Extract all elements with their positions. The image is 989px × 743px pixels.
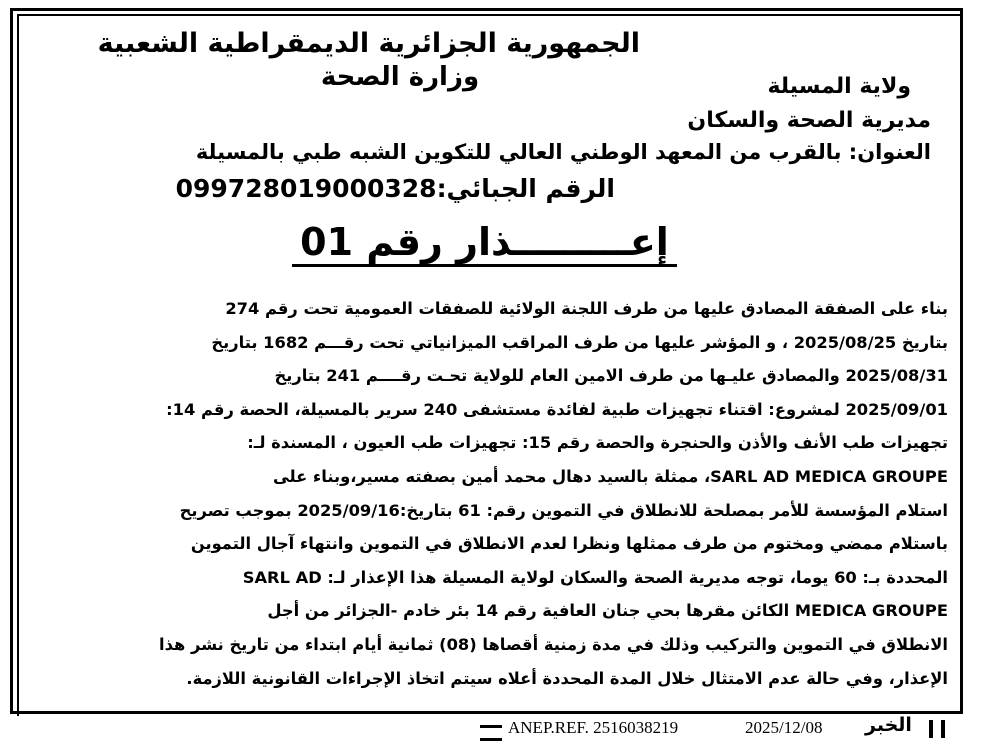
body-line: الانطلاق في التموين والتركيب وذلك في مدة زمنية أقصاها (08) ثمانية أيام ابتداء من تاريخ نشر هذا xyxy=(159,634,948,654)
notice-title: إعـــــــــذار رقم 01 xyxy=(292,220,677,267)
anep-reference: ANEP.REF. 2516038219 xyxy=(508,718,679,737)
footer-bars-icon xyxy=(929,720,945,738)
body-line: الإعذار، وفي حالة عدم الامتثال خلال المدة المحددة أعلاه سيتم اتخاذ الإجراءات القانونية اللازمة. xyxy=(186,668,948,688)
directorate-label: مديرية الصحة والسكان xyxy=(687,108,931,133)
tax-id-number: 099728019000328 xyxy=(175,174,437,203)
footer-double-rule xyxy=(480,725,502,741)
address-line: العنوان: بالقرب من المعهد الوطني العالي للتكوين الشبه طبي بالمسيلة xyxy=(195,140,931,164)
body-line: بناء على الصفقة المصادق عليها من طرف اللجنة الولائية للصفقات العمومية تحت رقم 274 xyxy=(225,299,948,318)
body-line: 2025/09/01 لمشروع: اقتناء تجهيزات طبية لفائدة مستشفى 240 سرير بالمسيلة، الحصة رقم 14: xyxy=(166,399,948,419)
body-line: تجهيزات طب الأنف والأذن والحنجرة والحصة رقم 15: تجهيزات طب العيون ، المسندة لـ: xyxy=(247,433,948,453)
body-line: MEDICA GROUPE الكائن مقرها بحي جنان العافية رقم 14 بئر خادم -الجزائر من أجل xyxy=(267,601,948,621)
footer xyxy=(480,716,950,742)
body-line: استلام المؤسسة للأمر بمصلحة للانطلاق في التموين رقم: 61 بتاريخ:2025/09/16 بموجب تصريح xyxy=(179,500,948,520)
wilaya-label: ولاية المسيلة xyxy=(767,74,911,99)
body-line: 2025/08/31 والمصادق عليـها من طرف الامين العام للولاية تحـت رقــــم 241 بتاريخ xyxy=(274,366,948,386)
tax-id-row xyxy=(155,174,615,203)
body-line: المحددة بـ: 60 يوما، توجه مديرية الصحة والسكان لولاية المسيلة هذا الإعذار لـ: SARL AD xyxy=(242,567,948,587)
body-line: بتاريخ 2025/08/25 ، و المؤشر عليها من طرف المراقب الميزانياتي تحت رقـــم 1682 بتاريخ xyxy=(211,332,948,352)
ministry-heading: وزارة الصحة xyxy=(320,62,480,92)
publication-date: 2025/12/08 xyxy=(745,718,823,737)
body-line: SARL AD MEDICA GROUPE، ممثلة بالسيد دهال محمد أمين بصفته مسير،وبناء على xyxy=(272,466,948,486)
republic-heading: الجمهورية الجزائرية الديمقراطية الشعبية xyxy=(97,28,640,59)
newspaper-logo: الخبر xyxy=(865,714,912,736)
body-line: باستلام ممضي ومختوم من طرف ممثلها ونظرا لعدم الانطلاق في التموين وانتهاء آجال التموين xyxy=(190,534,948,554)
notice-body xyxy=(68,292,948,695)
tax-id-label: الرقم الجبائي: xyxy=(436,174,615,203)
